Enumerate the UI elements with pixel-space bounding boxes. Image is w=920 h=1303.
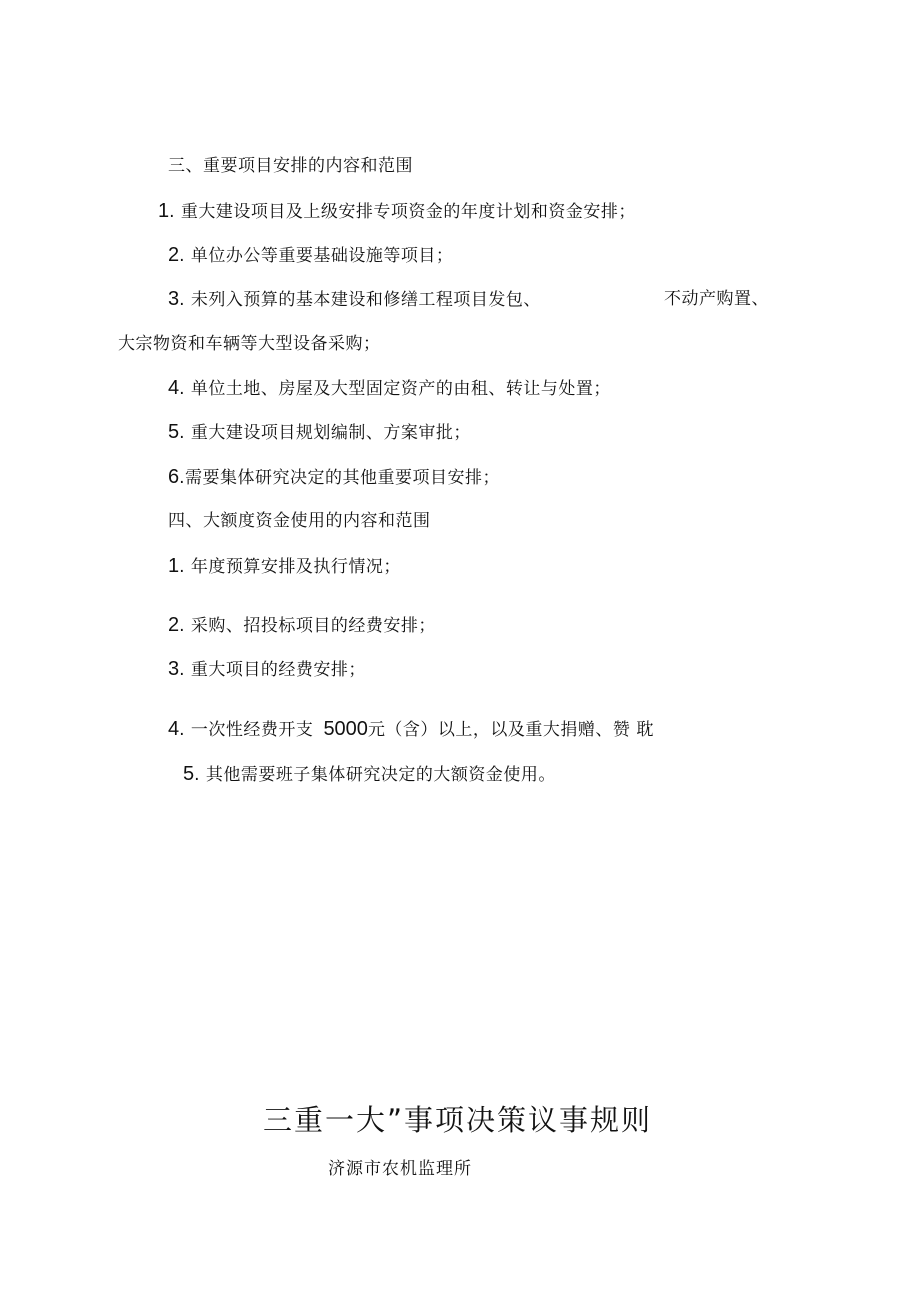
item-number: 2 [168, 614, 180, 636]
section-4-item-2 [168, 613, 436, 638]
item-text: . 采购、招投标项目的经费安排； [179, 616, 436, 636]
item-text: .需要集体研究决定的其他重要项目安排； [179, 468, 501, 488]
item-number: 3 [168, 288, 180, 310]
item-text: . 重大建设项目及上级安排专项资金的年度计划和资金安排； [169, 202, 636, 222]
organization-name: 济源市农机监理所 [328, 1159, 472, 1179]
item-text: 元（含）以上，以及重大捐赠、赞 耽 [367, 720, 654, 740]
section-4-heading: 四、大额度资金使用的内容和范围 [168, 511, 431, 531]
section-3-item-3 [168, 287, 541, 312]
section-4-item-3 [168, 657, 366, 682]
item-number: 1 [158, 200, 170, 222]
section-3-item-5 [168, 420, 471, 445]
document-title: 三重一大”事项决策议事规则 [263, 1103, 653, 1137]
item-text: . 一次性经费开支 [179, 720, 314, 740]
item-text: . 其他需要班子集体研究决定的大额资金使用。 [194, 765, 556, 785]
section-3-heading: 三、重要项目安排的内容和范围 [168, 156, 413, 176]
section-3-item-6 [168, 465, 500, 490]
section-4-item-5 [183, 762, 556, 787]
section-3-item-4 [168, 376, 611, 401]
item-text: . 单位办公等重要基础设施等项目； [179, 246, 454, 266]
item-number: 5 [168, 421, 180, 443]
item-number: 2 [168, 244, 180, 266]
item-text: . 年度预算安排及执行情况； [179, 557, 401, 577]
item-text: . 重大项目的经费安排； [179, 660, 366, 680]
section-4-item-4 [168, 717, 654, 742]
item-number: 1 [168, 555, 180, 577]
item-number: 4 [168, 377, 180, 399]
item-number: 3 [168, 658, 180, 680]
item-number: 5 [183, 763, 195, 785]
section-3-item-2 [168, 243, 453, 268]
item-number: 6 [168, 466, 180, 488]
item-number: 4 [168, 718, 180, 740]
item-text: . 单位土地、房屋及大型固定资产的由租、转让与处置； [179, 379, 611, 399]
section-4-item-1 [168, 554, 401, 579]
item-text: . 未列入预算的基本建设和修缮工程项目发包、 [179, 290, 541, 310]
section-3-item-3-continuation: 大宗物资和车辆等大型设备采购； [118, 334, 381, 354]
item-text: . 重大建设项目规划编制、方案审批； [179, 423, 471, 443]
section-3-item-3-text-right: 不动产购置、 [664, 289, 769, 309]
section-3-item-1 [158, 199, 636, 224]
item-amount: 5000 [323, 718, 368, 740]
